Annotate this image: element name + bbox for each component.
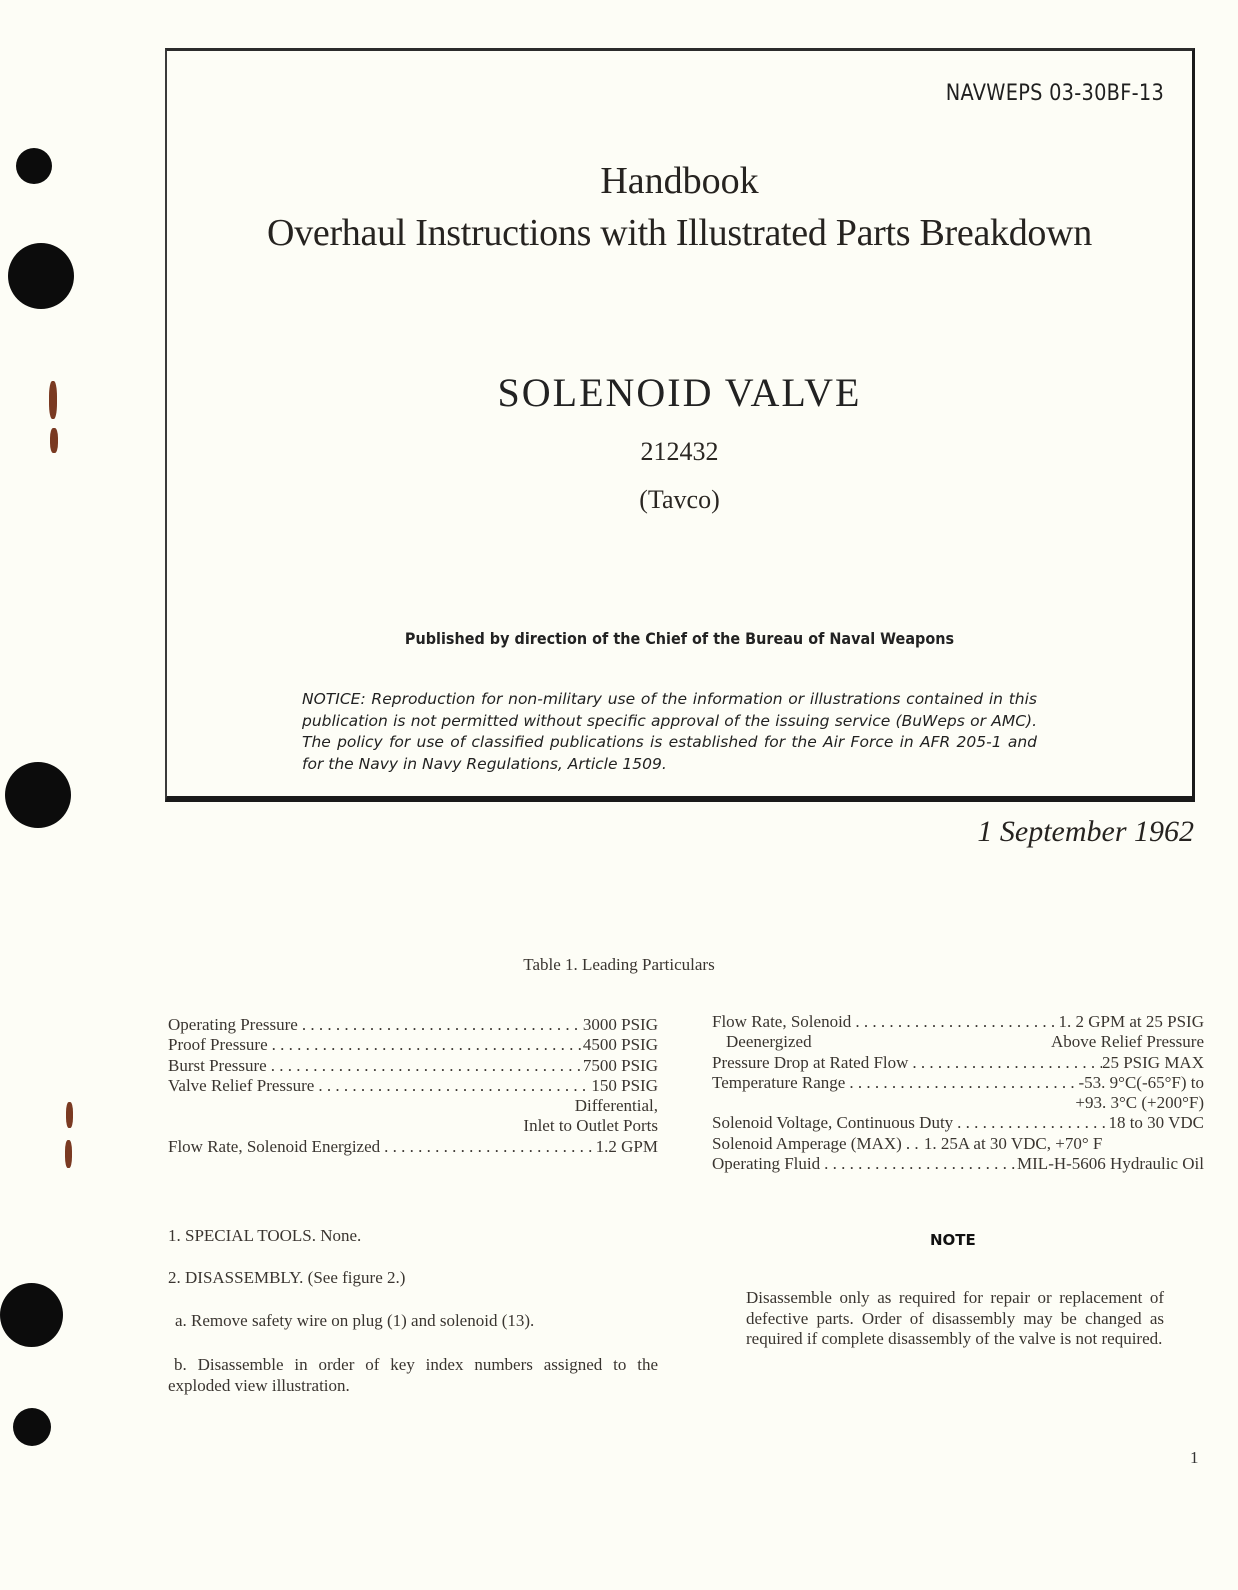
binder-hole [8,243,74,309]
step-b: b. Disassemble in order of key index numbers assigned to the exploded view illustration. [168,1355,658,1395]
handbook-label: Handbook [600,160,759,202]
particular-subrow: Deenergized Above Relief Pressure [726,1032,1204,1052]
binder-hole [16,148,52,184]
particular-row: Temperature Range . . . -53. 9°C(-65°F) to [712,1073,1204,1093]
table-caption: Table 1. Leading Particulars [523,955,715,974]
document-title: SOLENOID VALVE [497,370,862,415]
cover-box [165,48,1195,802]
rust-stain [50,428,58,453]
particular-continuation: Differential, [574,1096,658,1116]
document-subtitle: Overhaul Instructions with Illustrated Parts Breakdown [267,212,1092,254]
note-title: NOTE [930,1231,976,1249]
binder-hole [0,1283,63,1347]
particulars-left [168,1015,658,1157]
particular-row: Pressure Drop at Rated Flow . . . 25 PSIG MAX [712,1053,1204,1073]
particular-row: Burst Pressure . . . 7500 PSIG [168,1056,658,1076]
particular-row: Solenoid Amperage (MAX) . . . 1. 25A at 30 VDC, +70° F [712,1134,1204,1154]
particular-row: Flow Rate, Solenoid Energized . . . 1.2 GPM [168,1137,658,1157]
page-number: 1 [1190,1448,1199,1467]
published-by: Published by direction of the Chief of the Bureau of Naval Weapons [404,629,955,648]
rust-stain [49,381,57,419]
particular-row: Valve Relief Pressure . . . 150 PSIG [168,1076,658,1096]
notice-text: NOTICE: Reproduction for non-military use of the information or illustrations contained in this publication is not permitted without specific approval of the issuing service (BuWeps or AMC). The policy for use of classified publications is established for the Air Force in AFR 205-1 and for the Navy in Navy Regulations, Article 1509. [302,690,1037,773]
part-number: 212432 [640,437,719,466]
particular-row: Solenoid Voltage, Continuous Duty . . . 18 to 30 VDC [712,1113,1204,1133]
publication-date: 1 September 1962 [977,815,1194,848]
binder-hole [13,1408,51,1446]
particular-row: Flow Rate, Solenoid . . . 1. 2 GPM at 25 PSIG [712,1012,1204,1032]
document-number: NAVWEPS 03-30BF-13 [945,81,1164,106]
manufacturer: (Tavco) [639,485,720,514]
binder-hole [5,762,71,828]
section-disassembly: 2. DISASSEMBLY. (See figure 2.) [168,1268,406,1287]
particular-row: Proof Pressure . . . 4500 PSIG [168,1035,658,1055]
particular-continuation: Inlet to Outlet Ports [523,1116,658,1136]
step-a: a. Remove safety wire on plug (1) and solenoid (13). [175,1311,535,1330]
rust-stain [66,1102,73,1128]
note-body: Disassemble only as required for repair or replacement of defective parts. Order of disassembly may be changed as required if complete disassembly of the valve is not required. [746,1288,1164,1348]
rust-stain [65,1140,72,1168]
section-special-tools: 1. SPECIAL TOOLS. None. [168,1226,362,1245]
particulars-right [712,1012,1204,1174]
particular-row: Operating Fluid . . . MIL-H-5606 Hydraulic Oil [712,1154,1204,1174]
particular-continuation: +93. 3°C (+200°F) [1075,1093,1204,1113]
particular-row: Operating Pressure . . . 3000 PSIG [168,1015,658,1035]
